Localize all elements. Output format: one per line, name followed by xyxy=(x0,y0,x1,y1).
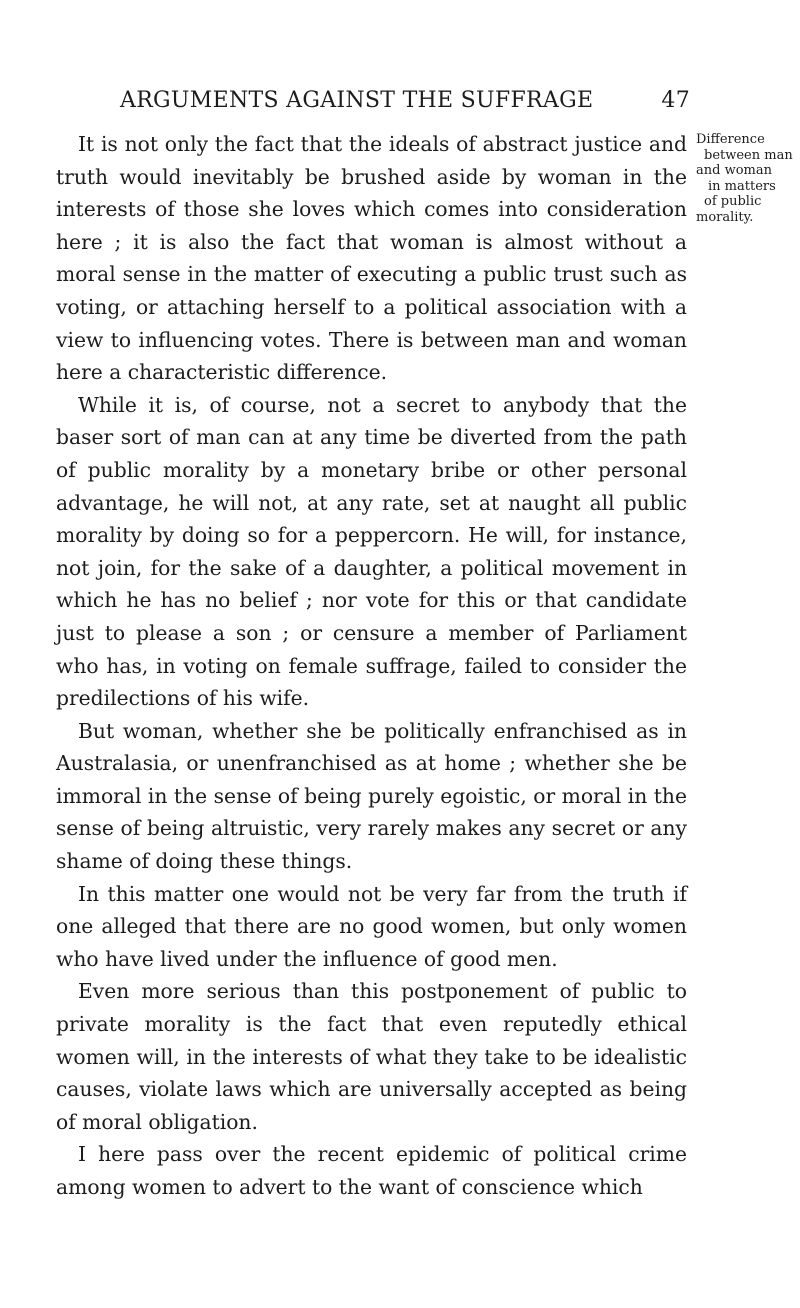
marginal-note-line: of public xyxy=(704,194,762,209)
paragraph: Even more serious than this postponement of public to private morality is the fact that even reputedly ethical women will, in the interests of what they take to be idealistic causes, violate laws which are universally accepted as being of moral obligation. xyxy=(56,979,687,1134)
paragraph: But woman, whether she be politically enfranchised as in Australasia, or unenfranchised as at home ; whether she be immoral in the sense of being purely egoistic, or moral in the sense of being altruistic, very rarely makes any secret or any shame of doing these things. xyxy=(56,718,687,874)
page-number: 47 xyxy=(661,88,690,113)
body-text xyxy=(56,128,687,1204)
marginal-note-line: Difference xyxy=(696,132,765,147)
marginal-note-line: between man xyxy=(704,147,793,163)
marginal-note-line: morality. xyxy=(696,209,754,225)
marginal-note-line: and woman xyxy=(696,163,772,178)
marginal-note xyxy=(696,132,800,225)
marginal-note-line: in matters xyxy=(708,178,776,194)
paragraph: In this matter one would not be very far from the truth if one alleged that there are no good women, but only women who have lived under the influence of good men. xyxy=(56,881,687,971)
paragraph: While it is, of course, not a secret to anybody that the baser sort of man can at any time be diverted from the path of public morality by a monetary bribe or other personal advantage, he will not, at any rate, set at naught all public morality by doing so for a peppercorn. He will, for instance, not join, for the sake of a daughter, a political movement in which he has no belief ; nor vote for this or that candidate just to please a son ; or censure a member of Parliament who has, in voting on female suffrage, failed to consider the predilections of his wife. xyxy=(56,392,687,711)
running-head xyxy=(120,88,690,120)
paragraph: It is not only the fact that the ideals of abstract justice and truth would inevitably be brushed aside by woman in the interests of those she loves which comes into consideration here ; it is also the fact that woman is almost without a moral sense in the matter of executing a public trust such as voting, or attaching herself to a political association with a view to influencing votes. There is between man and woman here a characteristic difference. xyxy=(56,132,687,385)
running-head-title: ARGUMENTS AGAINST THE SUFFRAGE xyxy=(120,88,594,113)
paragraph: I here pass over the recent epidemic of political crime among women to advert to the want of conscience which xyxy=(56,1142,687,1199)
